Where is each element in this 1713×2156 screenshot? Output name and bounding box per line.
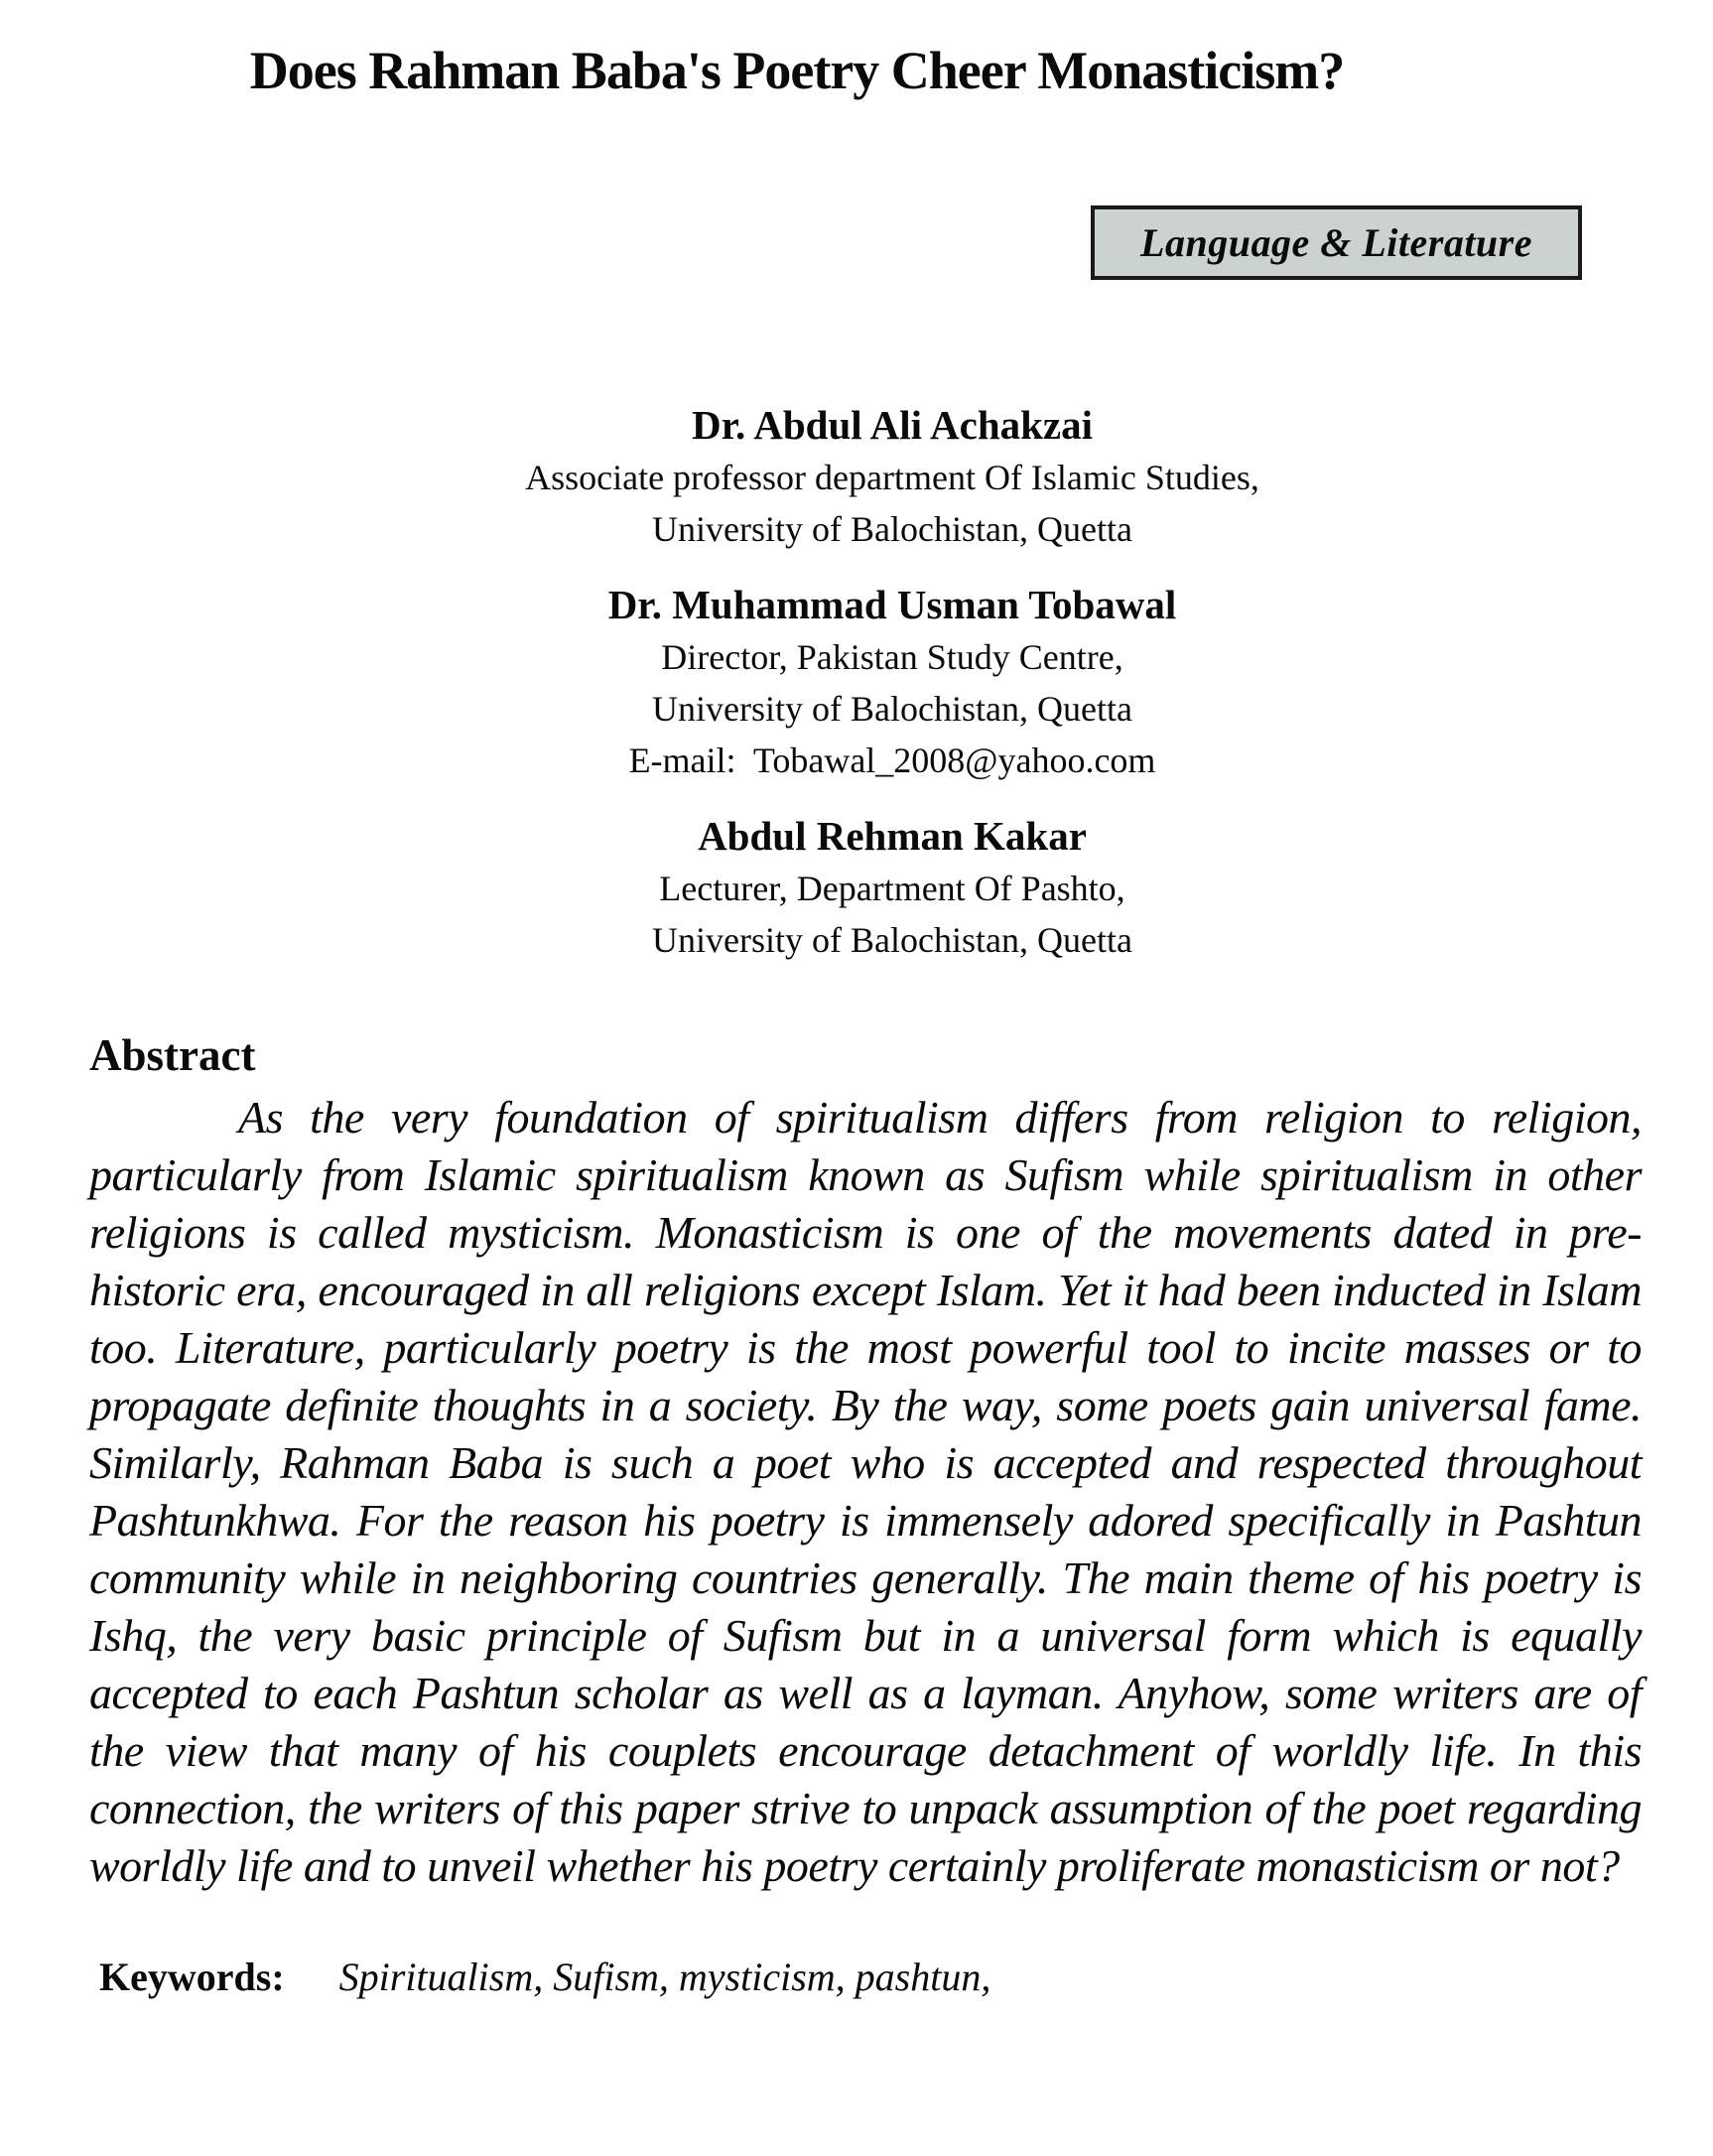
abstract-heading: Abstract	[89, 1030, 256, 1081]
author-name: Abdul Rehman Kakar	[698, 813, 1087, 860]
author-affiliation-line: University of Balochistan, Quetta	[652, 920, 1132, 961]
category-badge	[1091, 205, 1582, 280]
abstract-section	[89, 1027, 1642, 1895]
author-block-kakar	[36, 810, 1713, 966]
author-block-tobawal	[36, 579, 1713, 786]
author-email-line: E-mail: Tobawal_2008@yahoo.com	[628, 741, 1156, 781]
author-affiliation-line: University of Balochistan, Quetta	[652, 689, 1132, 730]
keywords-value: Spiritualism, Sufism, mysticism, pashtun,	[338, 1954, 991, 2000]
author-name: Dr. Muhammad Usman Tobawal	[607, 582, 1177, 628]
badge-row	[0, 205, 1713, 280]
authors-section	[36, 399, 1713, 966]
author-block-achakzai	[36, 399, 1713, 555]
author-affiliation-line: Director, Pakistan Study Centre,	[661, 637, 1123, 678]
keywords-row	[99, 1953, 1642, 2002]
category-badge-label: Language & Literature	[1140, 220, 1532, 266]
author-affiliation-line: University of Balochistan, Quetta	[652, 509, 1132, 550]
author-name: Dr. Abdul Ali Achakzai	[691, 402, 1094, 449]
keywords-label: Keywords:	[99, 1954, 285, 2000]
abstract-body: As the very foundation of spiritualism differs from religion to religion, particularly from Islamic spiritualism known as Sufism while spiritualism in other religions is called mysticism. Monasticism is one of the movements dated in pre-historic era, encouraged in all religions except Islam. Yet it had been inducted in Islam too. Literature, particularly poetry is the most powerful tool to incite masses or to propagate definite thoughts in a society. By the way, some poets gain universal fame. Similarly, Rahman Baba is such a poet who is accepted and respected throughout Pashtunkhwa. For the reason his poetry is immensely adored specifically in Pashtun community while in neighboring countries generally. The main theme of his poetry is Ishq, the very basic principle of Sufism but in a universal form which is equally accepted to each Pashtun scholar as well as a layman. Anyhow, some writers are of the view that many of his couplets encourage detachment of worldly life. In this connection, the writers of this paper strive to unpack assumption of the poet regarding worldly life and to unveil whether his poetry certainly proliferate monasticism or not?	[89, 1092, 1642, 1892]
page-title: Does Rahman Baba's Poetry Cheer Monasticism?	[249, 41, 1345, 100]
author-affiliation-line: Associate professor department Of Islamic Studies,	[525, 458, 1259, 498]
author-affiliation-line: Lecturer, Department Of Pashto,	[659, 869, 1125, 909]
